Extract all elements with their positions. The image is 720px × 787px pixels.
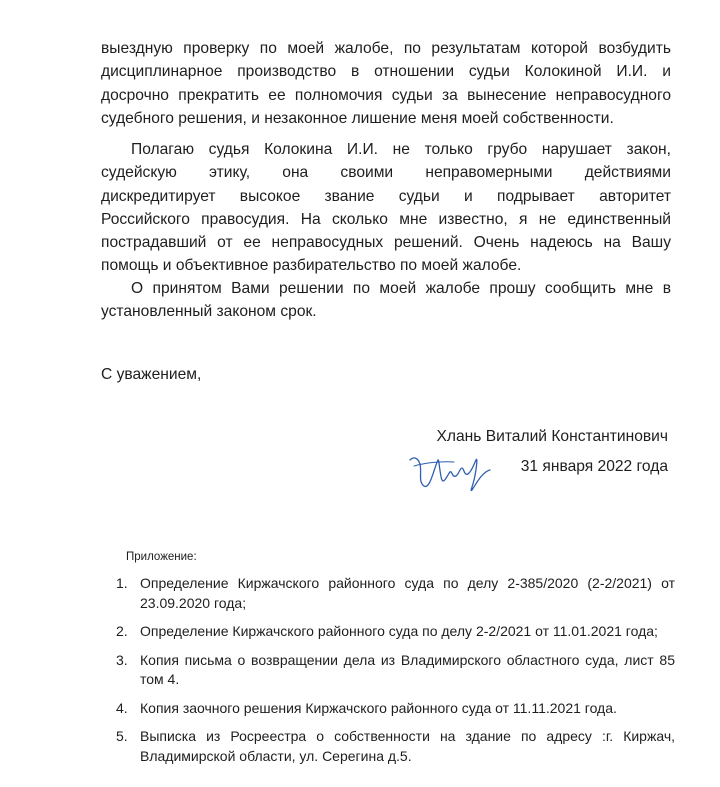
item-number: 4. bbox=[116, 699, 128, 716]
item-text: Копия письма о возвращении дела из Владимирского областного суда, лист 85 том 4. bbox=[140, 651, 675, 687]
item-number: 5. bbox=[116, 728, 128, 744]
closing-salutation: С уважением, bbox=[101, 366, 202, 383]
text-line: Полагаю судья Колокина И.И. не только грубо нарушает закон, bbox=[131, 141, 671, 158]
attachments-list bbox=[110, 574, 675, 775]
paragraph-notify bbox=[101, 277, 671, 324]
signature-image bbox=[404, 446, 496, 496]
list-item bbox=[110, 727, 675, 766]
text-line: Российского правосудия. На сколько мне известно, я не единственный bbox=[101, 210, 671, 228]
item-number: 3. bbox=[116, 651, 128, 668]
text-line: досрочно прекратить ее полномочия судьи за вынесение неправосудного bbox=[101, 86, 671, 104]
list-item bbox=[110, 651, 675, 690]
document-date: 31 января 2022 года bbox=[520, 458, 668, 475]
text-line: помощь и объективное разбирательство по моей жалобе. bbox=[101, 257, 522, 275]
paragraph-opinion bbox=[101, 138, 671, 278]
text-line: дискредитирует высокое звание судьи и подрывает авторитет bbox=[101, 187, 671, 205]
item-text: Определение Киржачского районного суда по делу 2-385/2020 (2-2/2021) от 23.09.2020 года; bbox=[140, 575, 675, 611]
text-line: О принятом Вами решении по моей жалобе прошу сообщить мне в bbox=[131, 280, 671, 297]
list-item bbox=[110, 574, 675, 613]
text-line: судебного решения, и незаконное лишение меня моей собственности. bbox=[101, 109, 614, 127]
author-name: Хлань Виталий Константинович bbox=[436, 428, 668, 445]
text-line: выездную проверку по моей жалобе, по результатам которой возбудить bbox=[101, 40, 671, 57]
text-line: установленный законом срок. bbox=[101, 303, 317, 321]
paragraph-request bbox=[101, 37, 671, 130]
list-item bbox=[110, 699, 675, 719]
item-number: 1. bbox=[116, 575, 128, 591]
text-line: судейскую этику, она своими неправомерными действиями bbox=[101, 164, 671, 182]
item-text: Определение Киржачского районного суда по делу 2-2/2021 от 11.01.2021 года; bbox=[140, 623, 658, 639]
item-text: Копия заочного решения Киржачского районного суда от 11.11.2021 года. bbox=[140, 699, 617, 716]
item-number: 2. bbox=[116, 623, 128, 639]
text-line: пострадавший от ее неправосудных решений. Очень надеюсь на Вашу bbox=[101, 234, 671, 252]
item-text: Выписка из Росреестра о собственности на здание по адресу :г. Киржач, Владимирской области, ул. Серегина д.5. bbox=[140, 728, 675, 764]
text-line: дисциплинарное производство в отношении судьи Колокиной И.И. и bbox=[101, 63, 671, 81]
list-item bbox=[110, 622, 675, 642]
attachments-title: Приложение: bbox=[126, 551, 197, 563]
